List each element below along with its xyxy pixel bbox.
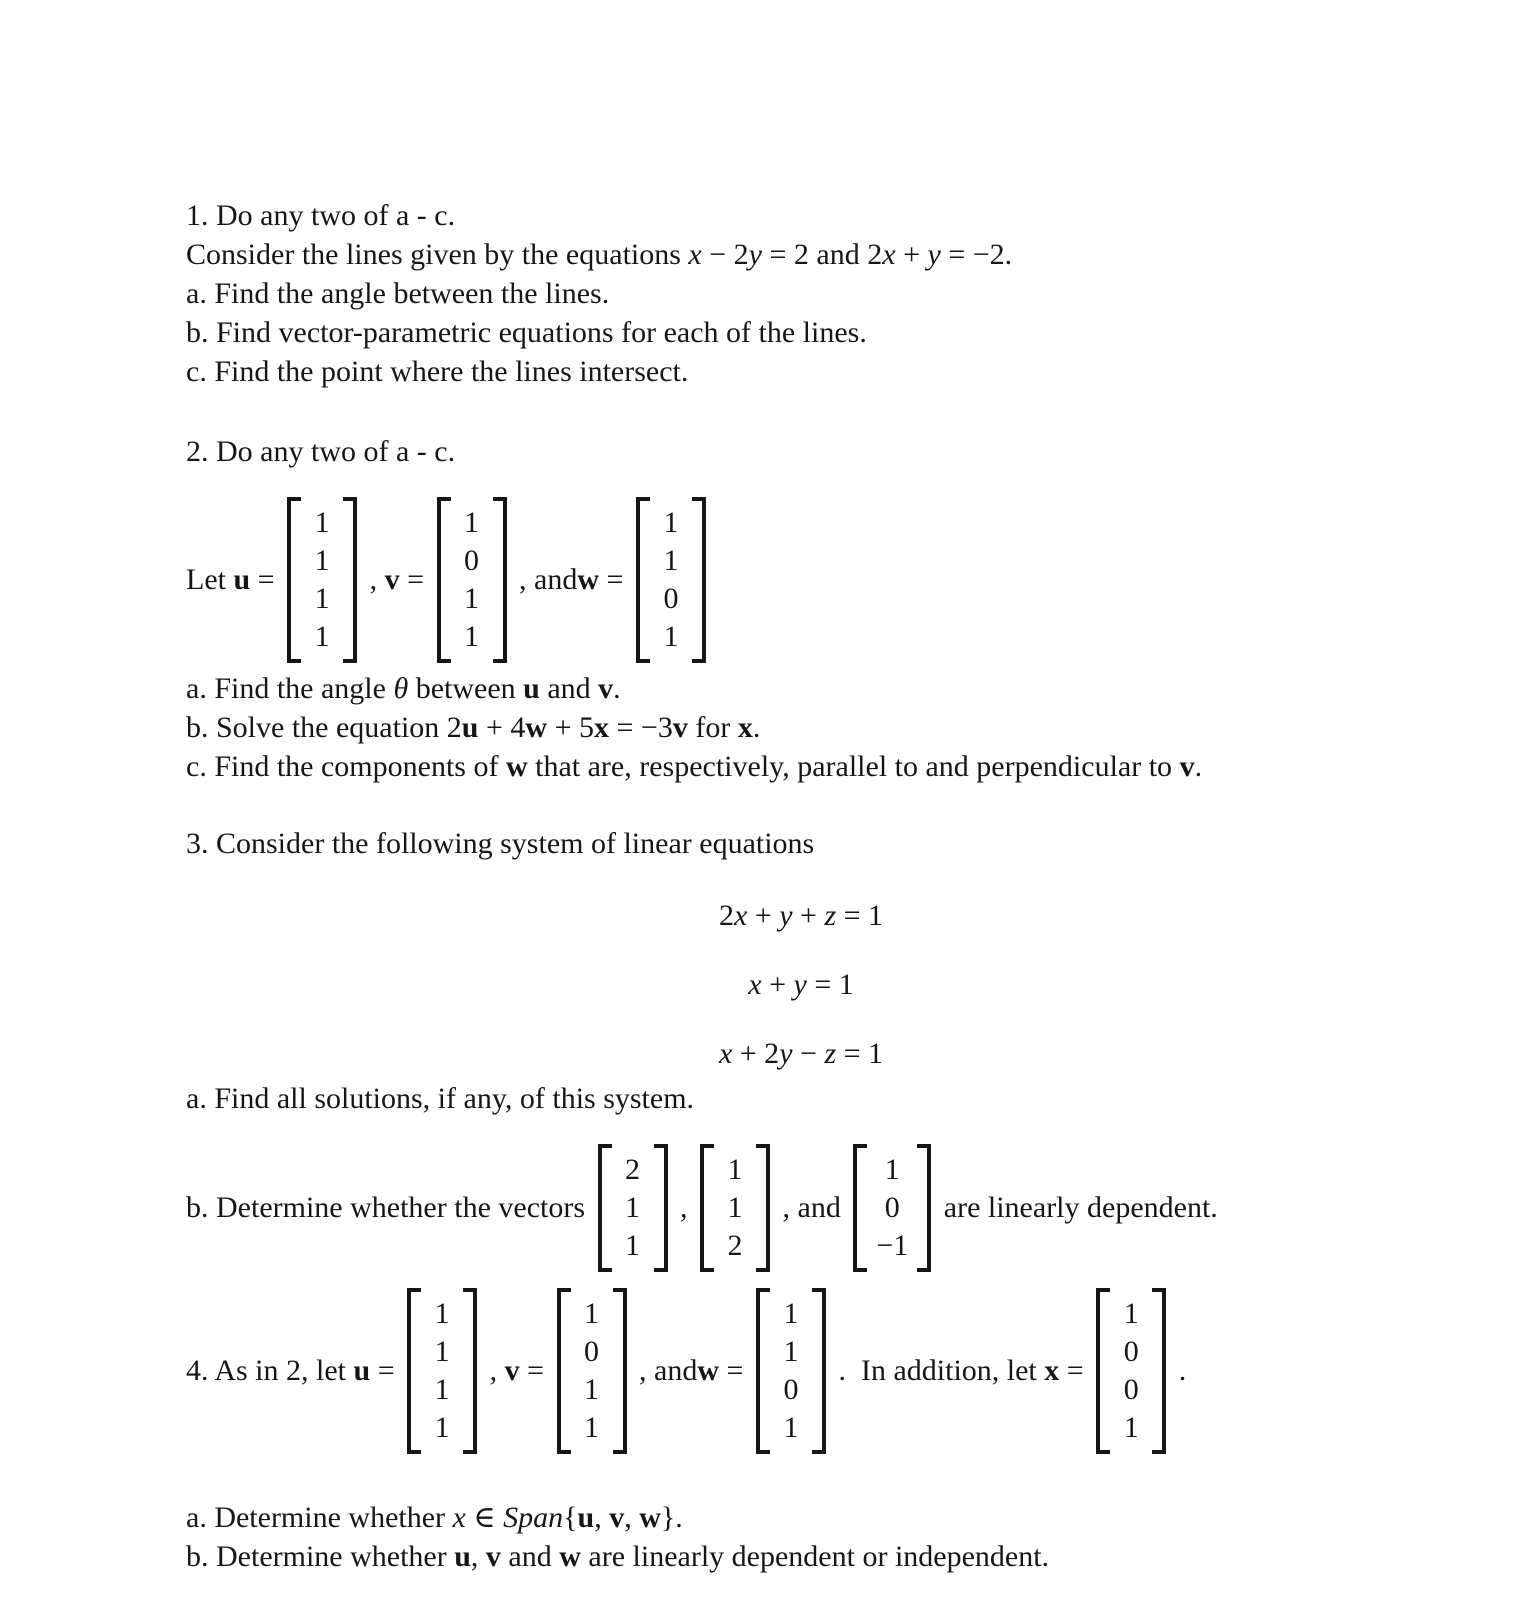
text-run: w: [577, 563, 600, 596]
left-bracket: [636, 497, 650, 663]
problem-3: [186, 824, 1497, 1272]
text-run: b. Solve the equation 2: [186, 711, 462, 744]
matrix-cell: 1: [314, 582, 330, 615]
text-run: ,: [482, 1354, 505, 1387]
problem-1-item-c: [186, 352, 1497, 391]
text-run: a. Find all solutions, if any, of this system.: [186, 1082, 695, 1115]
text-run: = −2.: [940, 238, 1013, 271]
problem-1-item-b: [186, 313, 1497, 352]
matrix-cells: [612, 1144, 654, 1272]
matrix-cell: 0: [584, 1335, 600, 1368]
text-run: x: [594, 711, 609, 744]
text-run: y: [748, 238, 762, 271]
text-run: , and: [775, 1191, 849, 1224]
left-bracket: [287, 497, 301, 663]
text-run: b. Find vector-parametric equations for each of the lines.: [186, 316, 867, 349]
left-bracket: [598, 1144, 612, 1272]
text-run: w: [697, 1354, 720, 1387]
problem-2-vector-definitions: [186, 497, 1497, 663]
matrix-cell: 1: [783, 1335, 799, 1368]
column-vector-3: [853, 1144, 931, 1272]
text-run: =: [519, 1354, 552, 1387]
matrix-cell: 1: [434, 1373, 450, 1406]
matrix-cells: [1110, 1288, 1152, 1454]
matrix-cell: 0: [884, 1191, 900, 1224]
text-run: y: [793, 968, 807, 1001]
matrix-cell: 0: [663, 582, 679, 615]
text-run: x: [1044, 1354, 1060, 1387]
text-run: a. Find the angle: [186, 672, 394, 705]
right-bracket: [812, 1288, 826, 1454]
problem-4-vector-definitions: [186, 1288, 1497, 1454]
text-run: = −3: [609, 711, 673, 744]
matrix-cell: 1: [1123, 1411, 1139, 1444]
text-run: are linearly dependent.: [936, 1191, 1218, 1224]
matrix-cell: 1: [663, 620, 679, 653]
text-run: for: [687, 711, 738, 744]
text-run: +: [761, 968, 794, 1001]
text-run: u: [233, 563, 251, 596]
text-run: =: [399, 563, 432, 596]
left-bracket: [1096, 1288, 1110, 1454]
text-run: v: [504, 1354, 520, 1387]
text-run: between: [408, 672, 524, 705]
text-run: +: [792, 899, 825, 932]
problem-4-item-b: [186, 1537, 1497, 1576]
matrix-cell: 1: [584, 1297, 600, 1330]
right-bracket: [917, 1144, 931, 1272]
matrix-cell: 0: [464, 544, 480, 577]
problem-2: [186, 432, 1497, 786]
matrix-cell: 1: [1123, 1297, 1139, 1330]
text-run: x: [733, 899, 748, 932]
matrix-cells: [770, 1288, 812, 1454]
vector-u: [407, 1288, 477, 1454]
right-bracket: [1152, 1288, 1166, 1454]
text-run: x: [737, 711, 753, 744]
vector-u: [287, 497, 357, 663]
text-run: .: [1194, 750, 1203, 783]
text-run: that are, respectively, parallel to and perpendicular to: [527, 750, 1180, 783]
text-run: = 1: [806, 968, 854, 1001]
text-run: v: [485, 1540, 501, 1573]
text-run: + 5: [547, 711, 594, 744]
matrix-cell: 1: [464, 582, 480, 615]
matrix-cell: 1: [625, 1229, 641, 1262]
text-run: and: [539, 672, 599, 705]
text-run: =: [370, 1354, 403, 1387]
problem-4: [186, 1288, 1497, 1576]
text-run: + 2: [732, 1037, 780, 1070]
text-run: v: [598, 672, 614, 705]
text-run: , and: [631, 1354, 698, 1387]
matrix-cell: 1: [434, 1411, 450, 1444]
text-run: =: [1059, 1354, 1092, 1387]
equation-1: [186, 896, 1416, 935]
left-bracket: [853, 1144, 867, 1272]
text-run: =: [719, 1354, 751, 1387]
matrix-cells: [867, 1144, 917, 1272]
text-run: 2: [718, 899, 734, 932]
text-run: .: [613, 672, 621, 705]
column-vector-2: [700, 1144, 770, 1272]
left-bracket: [756, 1288, 770, 1454]
matrix-cell: −1: [876, 1229, 909, 1262]
text-run: u: [353, 1354, 371, 1387]
text-run: ,: [594, 1501, 610, 1534]
problem-4-items: [186, 1498, 1497, 1576]
matrix-cell: 0: [1123, 1335, 1139, 1368]
problem-1-item-a: [186, 274, 1497, 313]
text-run: c. Find the components of: [186, 750, 506, 783]
right-bracket: [463, 1288, 477, 1454]
matrix-cell: 1: [783, 1297, 799, 1330]
text-run: b. Determine whether: [186, 1540, 455, 1573]
text-run: u: [461, 711, 479, 744]
text-run: b. Determine whether the vectors: [186, 1191, 593, 1224]
matrix-cells: [451, 497, 493, 663]
text-run: ∈: [465, 1501, 504, 1534]
matrix-cell: 2: [625, 1153, 641, 1186]
right-bracket: [756, 1144, 770, 1272]
right-bracket: [654, 1144, 668, 1272]
right-bracket: [692, 497, 706, 663]
text-run: ,: [672, 1191, 696, 1224]
text-run: x: [688, 238, 702, 271]
text-run: a. Determine whether: [186, 1501, 453, 1534]
text-run: v: [672, 711, 688, 744]
problem-1: [186, 196, 1497, 391]
text-run: ,: [362, 563, 385, 596]
text-run: {: [563, 1501, 578, 1534]
text-run: y: [927, 238, 941, 271]
text-run: z: [824, 1037, 837, 1070]
left-bracket: [700, 1144, 714, 1272]
text-run: and: [500, 1540, 560, 1573]
problem-1-intro: [186, 235, 1497, 274]
matrix-cells: [421, 1288, 463, 1454]
matrix-cell: 1: [727, 1191, 743, 1224]
problem-2-item-c: [186, 747, 1497, 786]
text-run: u: [577, 1501, 595, 1534]
left-bracket: [407, 1288, 421, 1454]
text-run: − 2: [701, 238, 749, 271]
text-run: x: [882, 238, 896, 271]
text-run: x: [748, 968, 762, 1001]
column-vector-1: [598, 1144, 668, 1272]
text-run: z: [824, 899, 837, 932]
matrix-cell: 1: [625, 1191, 641, 1224]
text-run: v: [384, 563, 400, 596]
text-run: v: [609, 1501, 625, 1534]
problem-2-heading: 2. Do any two of a - c.: [186, 435, 456, 468]
text-run: =: [250, 563, 283, 596]
matrix-cell: 1: [434, 1335, 450, 1368]
text-run: x: [718, 1037, 733, 1070]
matrix-cell: 1: [314, 506, 330, 539]
problem-3-item-a: [186, 1079, 1497, 1118]
text-run: w: [505, 750, 528, 783]
text-run: ,: [470, 1540, 486, 1573]
right-bracket: [493, 497, 507, 663]
problem-4-item-a: [186, 1498, 1497, 1537]
matrix-cell: 1: [663, 506, 679, 539]
matrix-cell: 0: [783, 1373, 799, 1406]
matrix-cell: 1: [584, 1373, 600, 1406]
vector-v: [557, 1288, 627, 1454]
left-bracket: [437, 497, 451, 663]
text-run: = 1: [836, 899, 884, 932]
problem-2-item-a: [186, 669, 1497, 708]
vector-w: [756, 1288, 826, 1454]
equation-2: [186, 965, 1416, 1004]
right-bracket: [613, 1288, 627, 1454]
problem-3-item-b: [186, 1144, 1497, 1272]
text-run: u: [523, 672, 540, 705]
text-run: c. Find the point where the lines intersect.: [186, 355, 689, 388]
matrix-cell: 1: [464, 506, 480, 539]
text-run: w: [559, 1540, 581, 1573]
matrix-cells: [650, 497, 692, 663]
text-run: y: [779, 1037, 793, 1070]
text-run: }.: [660, 1501, 683, 1534]
matrix-cell: 1: [884, 1153, 900, 1186]
matrix-cell: 1: [464, 620, 480, 653]
text-run: a. Find the angle between the lines.: [186, 277, 610, 310]
problem-2-item-b: [186, 708, 1497, 747]
text-run: w: [525, 711, 548, 744]
matrix-cell: 1: [663, 544, 679, 577]
text-run: = 2 and 2: [762, 238, 883, 271]
text-run: Let: [186, 563, 234, 596]
vector-w: [636, 497, 706, 663]
matrix-cell: 1: [314, 544, 330, 577]
matrix-cell: 1: [434, 1297, 450, 1330]
text-run: u: [454, 1540, 471, 1573]
text-run: =: [599, 563, 631, 596]
text-run: +: [895, 238, 928, 271]
text-run: y: [779, 899, 793, 932]
text-run: 4. As in 2, let: [186, 1354, 354, 1387]
left-bracket: [557, 1288, 571, 1454]
vector-x: [1096, 1288, 1166, 1454]
text-run: −: [792, 1037, 825, 1070]
matrix-cell: 1: [314, 620, 330, 653]
text-run: ,: [624, 1501, 640, 1534]
equation-3: [186, 1034, 1416, 1073]
matrix-cells: [571, 1288, 613, 1454]
text-run: + 4: [478, 711, 526, 744]
text-run: Span: [503, 1501, 564, 1534]
text-run: .: [1171, 1354, 1187, 1387]
text-run: .: [752, 711, 761, 744]
text-run: x: [452, 1501, 466, 1534]
problem-3-heading: 3. Consider the following system of linear equations: [186, 827, 815, 860]
text-run: = 1: [836, 1037, 884, 1070]
matrix-cells: [714, 1144, 756, 1272]
text-run: , and: [511, 563, 578, 596]
right-bracket: [343, 497, 357, 663]
text-run: w: [639, 1501, 661, 1534]
matrix-cells: [301, 497, 343, 663]
matrix-cell: 1: [727, 1153, 743, 1186]
text-run: v: [1179, 750, 1195, 783]
matrix-cell: 2: [727, 1229, 743, 1262]
text-run: . In addition, let: [830, 1354, 1045, 1387]
text-run: Consider the lines given by the equations: [186, 238, 689, 271]
text-run: +: [747, 899, 780, 932]
matrix-cell: 1: [783, 1411, 799, 1444]
problem-1-heading: 1. Do any two of a - c.: [186, 199, 456, 232]
text-run: θ: [393, 672, 409, 705]
text-run: are linearly dependent or independent.: [580, 1540, 1050, 1573]
matrix-cell: 0: [1123, 1373, 1139, 1406]
vector-v: [437, 497, 507, 663]
matrix-cell: 1: [584, 1411, 600, 1444]
equation-system: [186, 896, 1416, 1073]
